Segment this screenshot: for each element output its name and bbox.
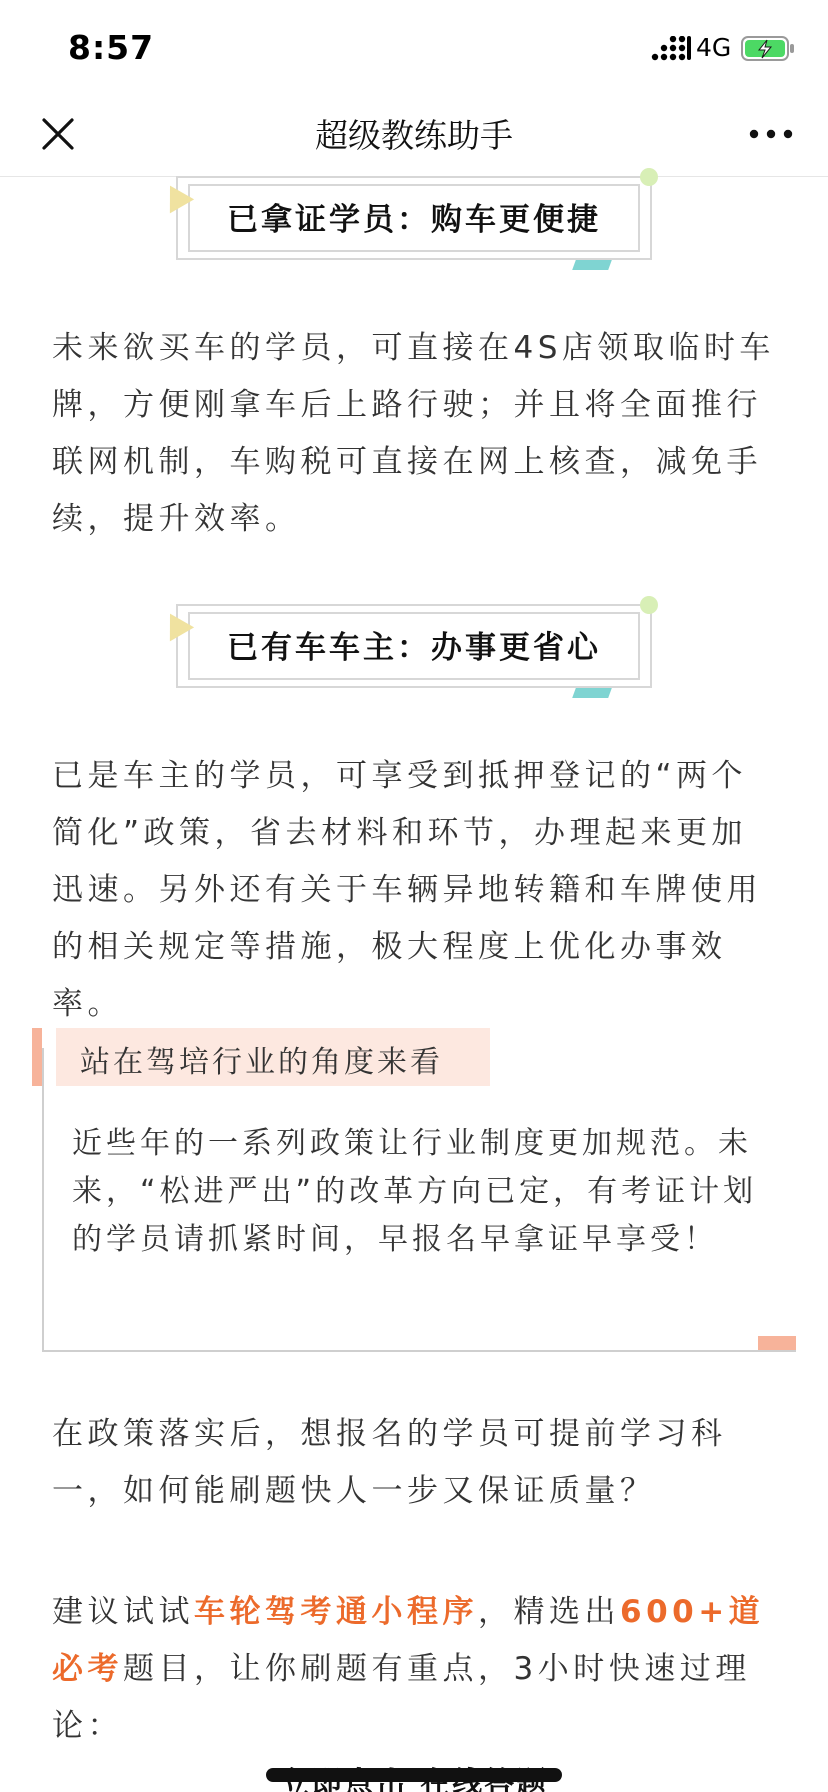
recommend-suffix: 题目，让你刷题有重点，3小时快速过理论：	[52, 1651, 751, 1744]
section-heading: 已有车车主：办事更省心	[227, 630, 601, 666]
recommend-prefix: 建议试试	[52, 1594, 194, 1630]
network-label: 4G	[696, 33, 732, 62]
section-heading: 已拿证学员：购车更便捷	[227, 202, 601, 238]
more-icon[interactable]	[748, 124, 794, 144]
quote-box	[32, 1028, 796, 1352]
signal-icon	[651, 36, 691, 62]
quote-tag-text: 站在驾培行业的角度来看	[80, 1045, 443, 1080]
answer-online-button[interactable]	[266, 1752, 562, 1792]
question-count-highlight: 600+道必考	[52, 1594, 765, 1687]
quote-text: 近些年的一系列政策让行业制度更加规范。未来，“松进严出”的改革方向已定，有考证计划的学员请抓紧时间，早报名早拿证早享受！	[72, 1126, 758, 1257]
status-time: 8:57	[68, 28, 155, 67]
decor-bar	[572, 260, 612, 270]
battery-icon	[741, 36, 795, 62]
paragraph-practice: 在政策落实后，想报名的学员可提前学习科一，如何能刷题快人一步又保证质量？	[52, 1416, 727, 1509]
decor-dot	[640, 596, 658, 614]
decor-dot	[640, 168, 658, 186]
page-title: 超级教练助手	[315, 116, 513, 155]
cta-underline-bar	[266, 1768, 562, 1782]
quote-accent-corner	[758, 1336, 796, 1350]
section-heading-card	[176, 176, 652, 260]
recommend-middle: ，精选出	[478, 1594, 620, 1630]
quote-accent-left	[32, 1028, 42, 1086]
paragraph-recommendation	[52, 1584, 776, 1755]
nav-bar	[0, 96, 828, 177]
mini-program-link[interactable]: 车轮驾考通小程序	[194, 1594, 478, 1630]
section-heading-card	[176, 604, 652, 688]
status-bar	[0, 0, 828, 96]
paragraph-section1: 未来欲买车的学员，可直接在4S店领取临时车牌，方便刚拿车后上路行驶；并且将全面推行联网机制，车购税可直接在网上核查，减免手续，提升效率。	[52, 330, 775, 537]
decor-bar	[572, 688, 612, 698]
paragraph-section2: 已是车主的学员，可享受到抵押登记的“两个简化”政策，省去材料和环节，办理起来更加迅速。另外还有关于车辆异地转籍和车牌使用的相关规定等措施，极大程度上优化办事效率。	[52, 758, 762, 1022]
